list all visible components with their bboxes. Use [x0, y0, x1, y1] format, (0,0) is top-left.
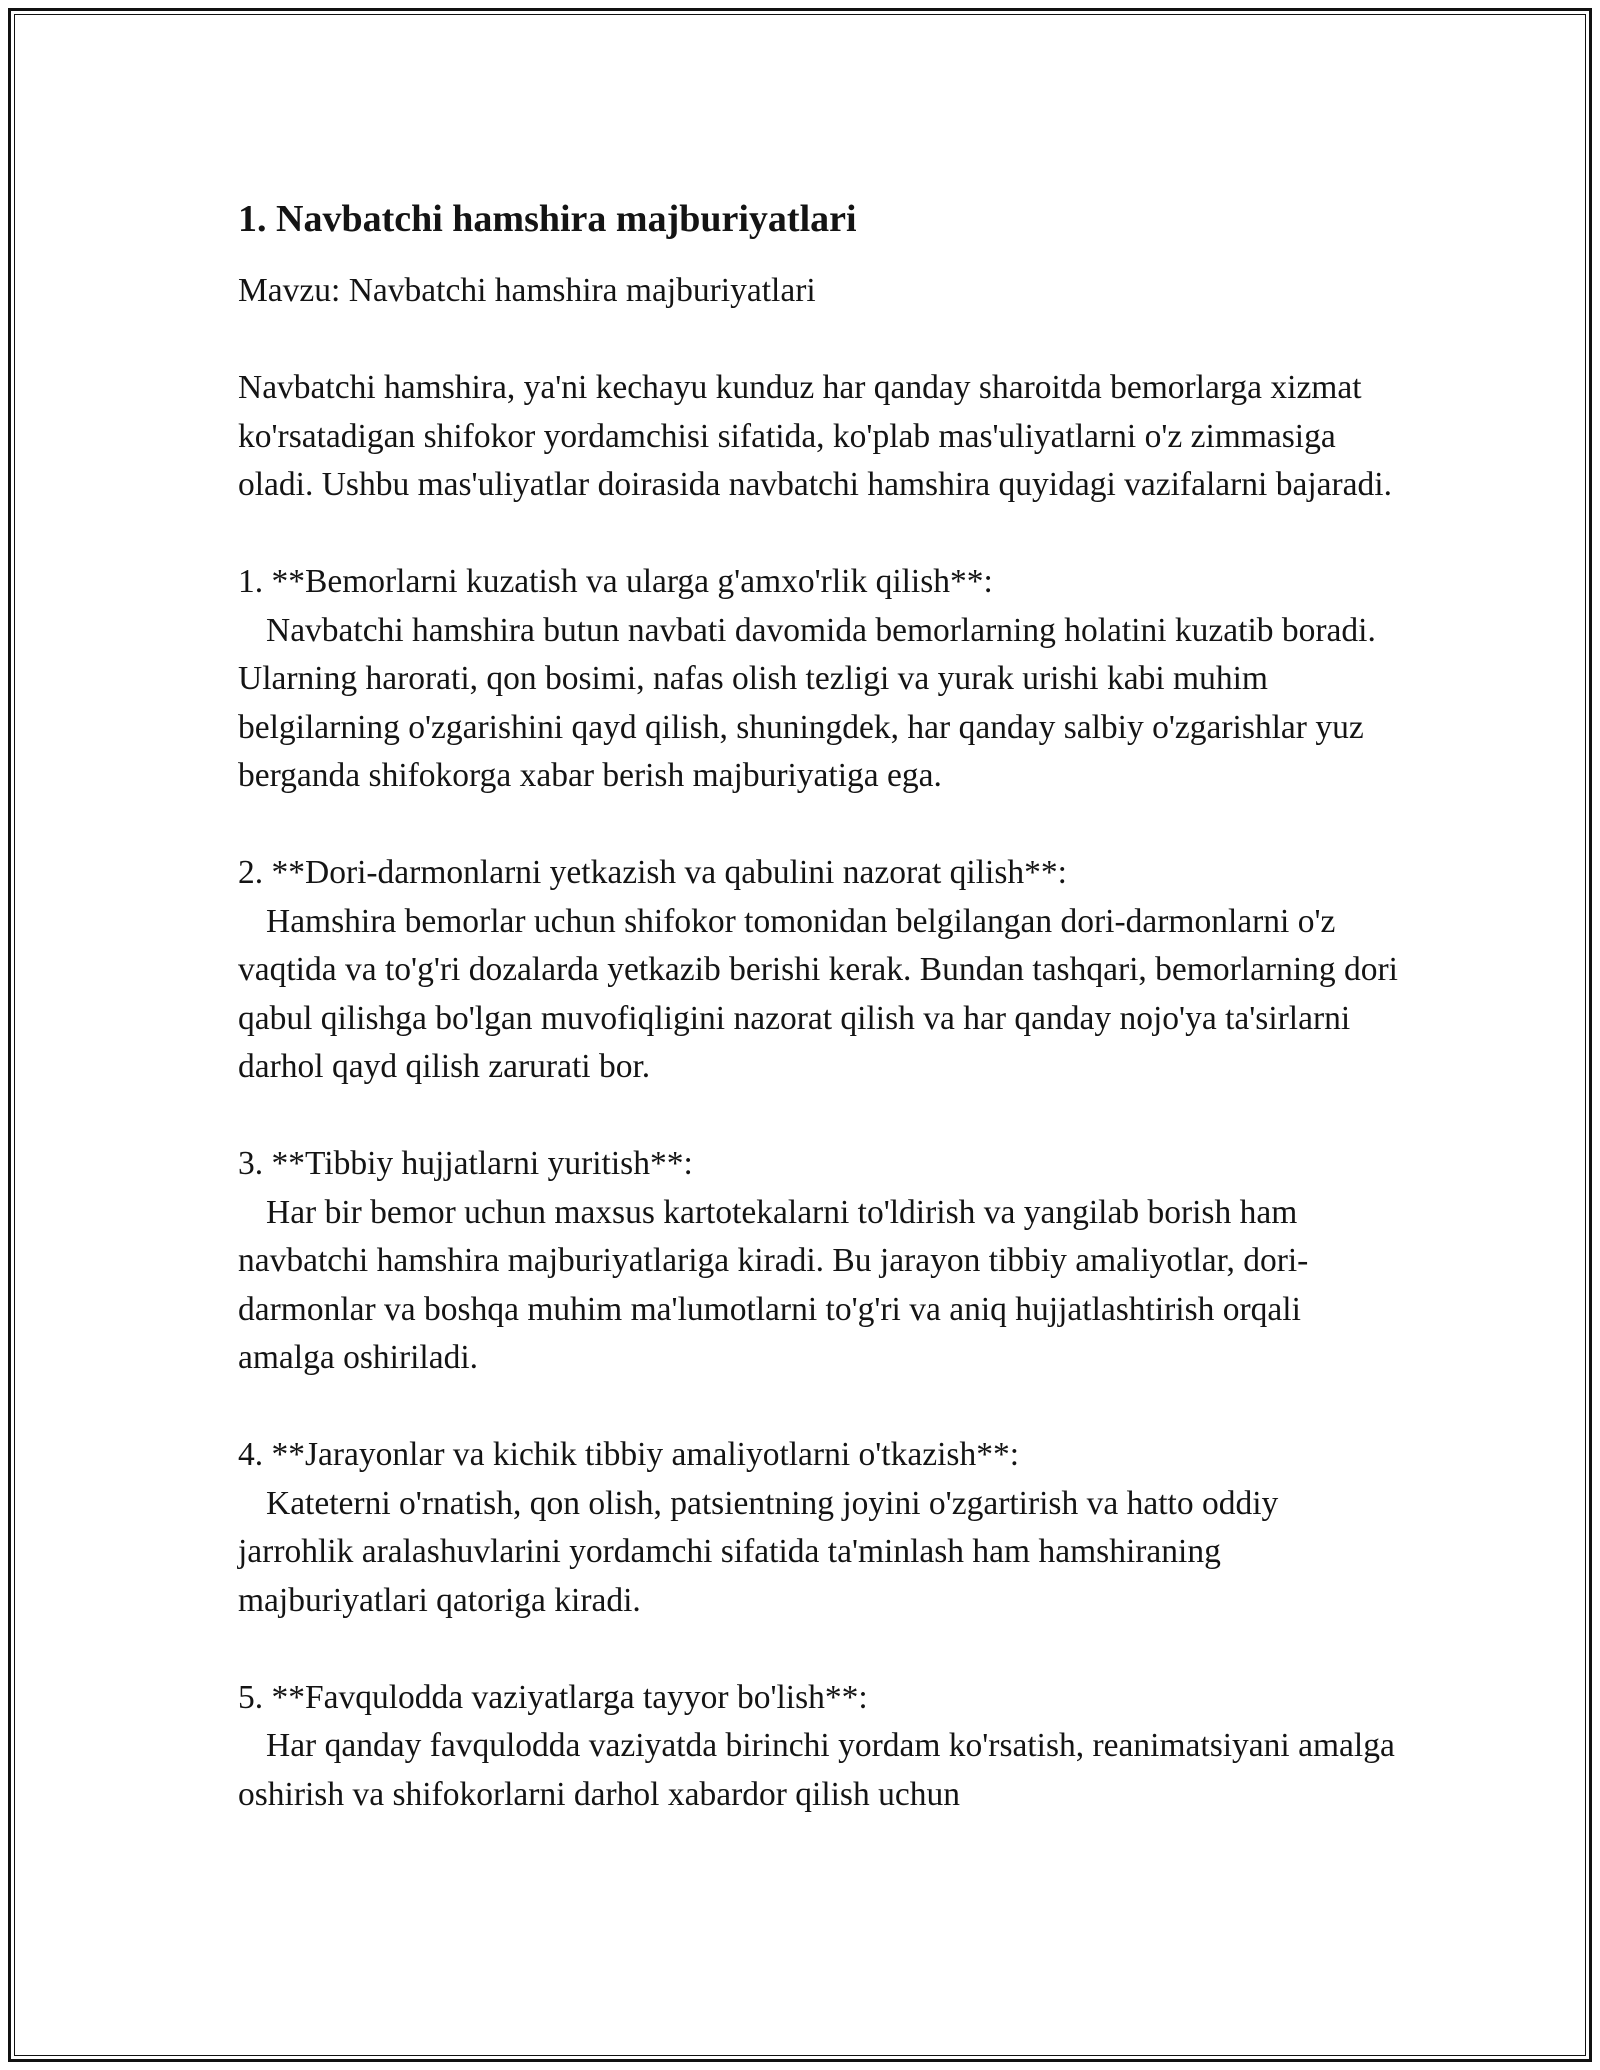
list-item-heading: 5. **Favqulodda vaziyatlarga tayyor bo'lish**: — [238, 1678, 868, 1716]
list-item — [238, 849, 1398, 1092]
list-item — [238, 1674, 1398, 1820]
list-item-heading: 1. **Bemorlarni kuzatish va ularga g'amxo'rlik qilish**: — [238, 563, 993, 600]
list-item-body-text: Har bir bemor uchun maxsus kartotekalarni to'ldirish va yangilab borish ham navbatchi hamshira majburiyatlariga kiradi. Bu jarayon tibbiy amaliyotlar, dori-darmonlar va boshqa muhim ma'lumotlarni to'g'ri va aniq hujjatlashtirish orqali amalga oshiriladi. — [238, 1193, 1309, 1376]
list-item-body — [238, 898, 1398, 1092]
document-content — [238, 191, 1398, 1868]
list-item-heading: 4. **Jarayonlar va kichik tibbiy amaliyotlarni o'tkazish**: — [238, 1436, 1020, 1473]
list-item-body-text: Navbatchi hamshira butun navbati davomida bemorlarning holatini kuzatib boradi. Ularning harorati, qon bosimi, nafas olish tezligi va yurak urishi kabi muhim belgilarning o'zgarishini qayd qilish, shuningdek, har qanday salbiy o'zgarishlar yuz berganda shifokorga xabar berish majburiyatiga ega. — [238, 611, 1376, 794]
list-item-heading: 3. **Tibbiy hujjatlarni yuritish**: — [238, 1145, 693, 1182]
topic-line: Mavzu: Navbatchi hamshira majburiyatlari — [238, 272, 816, 309]
list-item-body — [238, 1480, 1398, 1626]
list-item-body-text: Hamshira bemorlar uchun shifokor tomonidan belgilangan dori-darmonlarni o'z vaqtida va to'g'ri dozalarda yetkazib berishi kerak. Bundan tashqari, bemorlarning dori qabul qilishga bo'lgan muvofiqligini nazorat qilish va har qanday nojo'ya ta'sirlarni darhol qayd qilish zarurati bor. — [238, 902, 1398, 1085]
list-item-body-text: Kateterni o'rnatish, qon olish, patsientning joyini o'zgartirish va hatto oddiy jarrohlik aralashuvlarini yordamchi sifatida ta'minlash ham hamshiraning majburiyatlari qatoriga kiradi. — [238, 1484, 1279, 1619]
list-item — [238, 1140, 1398, 1383]
list-item-heading: 2. **Dori-darmonlarni yetkazish va qabulini nazorat qilish**: — [238, 854, 1067, 891]
intro-paragraph: Navbatchi hamshira, ya'ni kechayu kunduz har qanday sharoitda bemorlarga xizmat ko'rsatadigan shifokor yordamchisi sifatida, ko'plab mas'uliyatlarni o'z zimmasiga oladi. Ushbu mas'uliyatlar doirasida navbatchi hamshira quyidagi vazifalarni bajaradi. — [238, 369, 1392, 503]
page-frame — [8, 8, 1592, 2062]
list-item-body — [238, 1722, 1398, 1819]
page-title: 1. Navbatchi hamshira majburiyatlari — [238, 198, 857, 240]
list-item-body — [238, 1189, 1398, 1383]
list-item-body-text: Har qanday favqulodda vaziyatda birinchi yordam ko'rsatish, reanimatsiyani amalga oshirish va shifokorlarni darhol xabardor qilish uchun — [238, 1727, 1395, 1813]
list-item — [238, 1431, 1398, 1625]
list-item-body — [238, 607, 1398, 801]
list-item — [238, 558, 1398, 801]
